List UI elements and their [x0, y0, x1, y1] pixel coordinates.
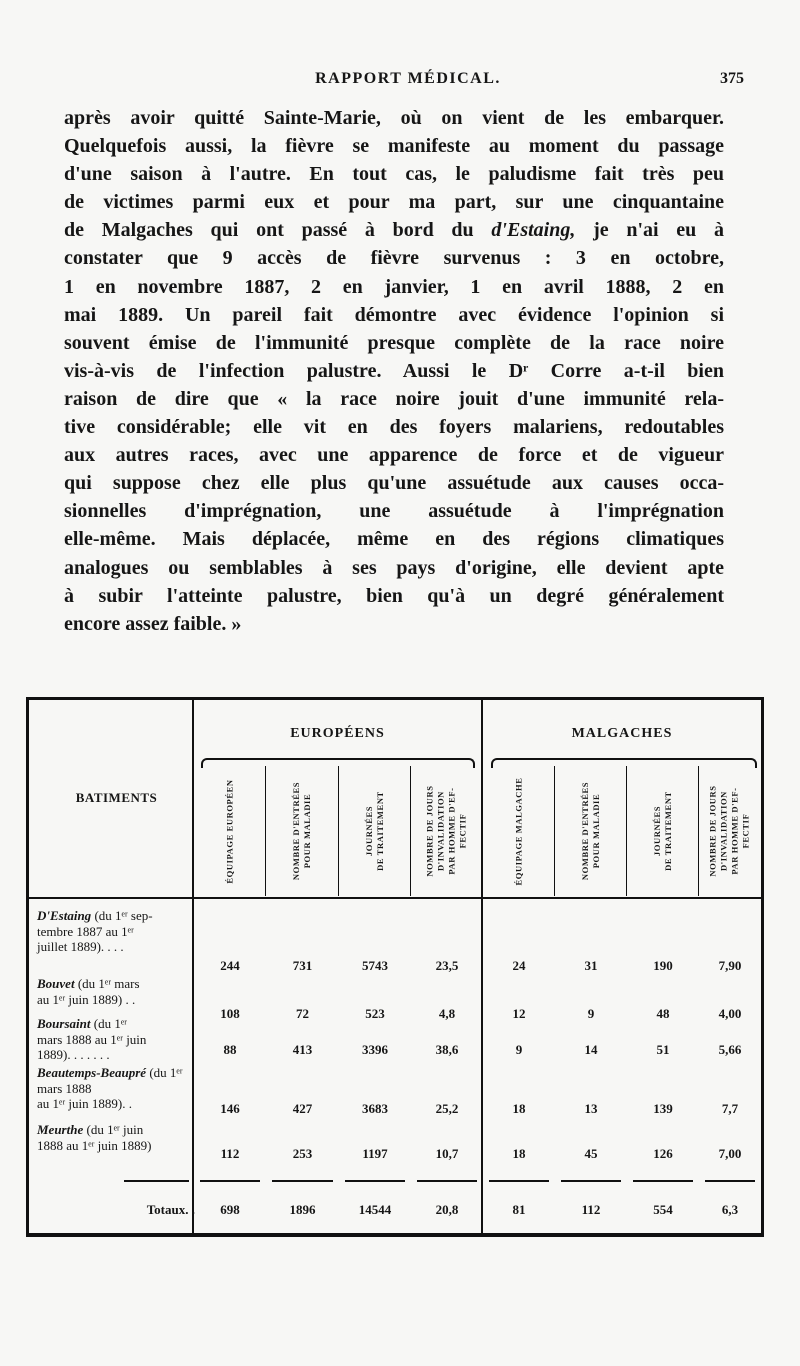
column-header-text: JOURNÉES DE TRAITEMENT: [652, 791, 673, 871]
text-line: à subir l'atteinte palustre, bien qu'à un degré généralement: [64, 584, 724, 607]
row-label-1: [37, 908, 195, 955]
table-cell: 38,6: [435, 1042, 459, 1057]
table-cell: 108: [220, 1006, 240, 1021]
text-line: vis-à-vis de l'infection palustre. Aussi le Dʳ Corre a-t-il bien: [64, 359, 724, 382]
column-rule: [338, 766, 339, 896]
table-cell: 523: [365, 1006, 385, 1021]
column-header-text: ÉQUIPAGE EUROPÉEN: [224, 778, 235, 884]
table-cell: 51: [656, 1042, 670, 1057]
period-text: tembre 1887 au 1ᵉʳ: [37, 923, 134, 939]
totals-cell: 20,8: [435, 1202, 459, 1217]
text-line: aux autres races, avec une apparence de force et de vigueur: [64, 444, 724, 467]
totals-cell: 14544: [358, 1202, 392, 1217]
totals-cell: 554: [653, 1202, 673, 1217]
running-header: [60, 64, 756, 94]
table-cell: 7,7: [721, 1101, 739, 1116]
table-cell: 10,7: [435, 1146, 459, 1161]
row-label-3: [37, 1016, 195, 1063]
table-cell: 7,90: [718, 958, 742, 973]
table-cell: 72: [296, 1006, 309, 1021]
ship-name: Beautemps-Beaupré: [37, 1065, 147, 1080]
column-header-text: NOMBRE D'ENTRÉES POUR MALADIE: [580, 781, 602, 881]
text-line: qui suppose chez elle plus qu'une assuétude aux causes occa-: [64, 472, 724, 495]
table-cell: 88: [223, 1042, 237, 1057]
text-line: après avoir quitté Sainte-Marie, où on vient de les embarquer.: [64, 107, 724, 129]
column-rule: [626, 766, 627, 896]
column-header: [699, 766, 761, 896]
group-header-europeens: EUROPÉENS: [290, 726, 385, 741]
row-header-batiments: BATIMENTS: [75, 790, 158, 805]
table-cell: 112: [220, 1146, 240, 1161]
period-text: mars 1888 au 1ᵉʳ juin: [37, 1031, 147, 1047]
text-line: d'une saison à l'autre. En tout cas, le paludisme fait très peu: [64, 163, 724, 186]
totals-rule: [561, 1180, 621, 1182]
table-cell: 146: [220, 1101, 240, 1116]
totals-rule: [417, 1180, 477, 1182]
table-cell: 244: [220, 958, 240, 973]
totals-cell: 81: [512, 1202, 526, 1217]
text-line: encore assez faible. »: [64, 612, 242, 635]
text-line: Quelquefois aussi, la fièvre se manifeste au moment du passage: [64, 135, 724, 158]
period-text: (du 1ᵉʳ mars 1888: [37, 1065, 183, 1096]
ship-name: Boursaint: [37, 1016, 91, 1031]
table-cell: 12: [512, 1006, 526, 1021]
period-text: au 1ᵉʳ juin 1889) . .: [37, 991, 136, 1007]
ship-name: Meurthe: [37, 1122, 84, 1137]
ship-name-italic: d'Estaing,: [491, 219, 576, 242]
column-header-text: ÉQUIPAGE MALGACHE: [513, 776, 524, 886]
totals-rule: [489, 1180, 549, 1182]
column-header: [555, 766, 627, 896]
totals-rule: [345, 1180, 405, 1182]
body-paragraph: [64, 104, 724, 638]
table-cell: 31: [584, 958, 598, 973]
ship-name: Bouvet: [37, 976, 75, 991]
table-cell: 190: [653, 958, 673, 973]
column-header-text: NOMBRE DE JOURS D'INVALIDATION PAR HOMME D'EF- FECTIF: [425, 785, 468, 877]
totals-rule: [705, 1180, 755, 1182]
period-text: juillet 1889). . . .: [37, 939, 124, 954]
text-line: raison de dire que « la race noire jouit d'une immunité rela-: [64, 387, 724, 410]
table-cell: 14: [584, 1042, 598, 1057]
column-header: [411, 766, 483, 896]
period-text: 1889). . . . . . .: [37, 1047, 110, 1062]
table-cell: 9: [515, 1042, 523, 1057]
column-header: [339, 766, 411, 896]
header-title: RAPPORT MÉDICAL.: [315, 70, 501, 87]
column-header: [194, 766, 266, 896]
totals-rule: [200, 1180, 260, 1182]
statistics-table: [26, 697, 764, 1237]
table-cell: 25,2: [435, 1101, 459, 1116]
table-cell: 18: [512, 1101, 526, 1116]
table-cell: 427: [292, 1101, 313, 1116]
text-line: mai 1889. Un pareil fait démontre avec évidence l'opinion si: [64, 303, 724, 326]
table-cell: 3396: [362, 1042, 388, 1057]
column-header: [483, 766, 555, 896]
text-line: constater que 9 accès de fièvre survenus : 3 en octobre,: [64, 247, 724, 270]
text-line: 1 en novembre 1887, 2 en janvier, 1 en avril 1888, 2 en: [64, 275, 724, 298]
table-cell: 9: [587, 1006, 595, 1021]
table-cell: 45: [584, 1146, 598, 1161]
text-line: elle-même. Mais déplacée, même en des régions climatiques: [64, 528, 724, 551]
header-bottom-rule: [29, 897, 761, 899]
table-cell: 18: [512, 1146, 526, 1161]
table-cell: 4,00: [718, 1006, 742, 1021]
table-cell: 3683: [362, 1101, 388, 1116]
totals-rule: [124, 1180, 189, 1182]
text-line: souvent émise de l'immunité presque complète de la race noire: [64, 331, 724, 354]
column-rule: [265, 766, 266, 896]
column-rule: [698, 766, 699, 896]
column-header: [266, 766, 339, 896]
table-cell: 253: [292, 1146, 313, 1161]
totals-rule: [272, 1180, 333, 1182]
column-rule: [410, 766, 411, 896]
period-text: 1888 au 1ᵉʳ juin 1889): [37, 1137, 152, 1153]
table-cell: 5,66: [718, 1042, 742, 1057]
table-cell: 24: [512, 958, 526, 973]
text-fragment: de Malgaches qui ont passé à bord du: [64, 219, 474, 242]
table-cell: 139: [653, 1101, 673, 1116]
totals-cell: 698: [220, 1202, 240, 1217]
row-label-2: [37, 976, 195, 1007]
column-header: [627, 766, 699, 896]
totals-rule: [633, 1180, 693, 1182]
table-cell: 126: [653, 1146, 673, 1161]
table-cell: 1197: [362, 1146, 388, 1161]
column-header-text: NOMBRE DE JOURS D'INVALIDATION PAR HOMME D'EF- FECTIF: [708, 785, 751, 877]
column-header-text: JOURNÉES DE TRAITEMENT: [364, 791, 385, 871]
totals-label: Totaux. .: [146, 1202, 195, 1217]
table-cell: 13: [584, 1101, 598, 1116]
table-cell: 7,00: [718, 1146, 742, 1161]
totals-cell: 6,3: [721, 1202, 739, 1217]
text-line: analogues ou semblables à ses pays d'origine, elle devient apte: [64, 556, 724, 579]
period-text: (du 1ᵉʳ sep-: [91, 908, 153, 923]
table-cell: 48: [656, 1006, 670, 1021]
ship-name: D'Estaing: [37, 908, 92, 923]
row-label-4: [37, 1065, 195, 1112]
text-fragment: je n'ai eu à: [593, 219, 724, 242]
text-line: tive considérable; elle vit en des foyers malariens, redoutables: [64, 416, 724, 439]
text-line: de victimes parmi eux et pour ma part, sur une cinquantaine: [64, 191, 724, 214]
totals-cell: 1896: [289, 1202, 316, 1217]
table-cell: 4,8: [438, 1006, 456, 1021]
column-header-text: NOMBRE D'ENTRÉES POUR MALADIE: [291, 781, 313, 881]
table-cell: 413: [292, 1042, 313, 1057]
text-line: sionnelles d'imprégnation, une assuétude à l'imprégnation: [64, 500, 724, 523]
period-text: (du 1ᵉʳ: [90, 1016, 127, 1031]
period-text: au 1ᵉʳ juin 1889). .: [37, 1096, 132, 1111]
column-rule: [554, 766, 555, 896]
table-cell: 5743: [362, 958, 388, 973]
period-text: (du 1ᵉʳ mars: [74, 976, 140, 991]
page-number: 375: [720, 70, 744, 87]
table-cell: 731: [292, 958, 313, 973]
text-line: [64, 216, 724, 244]
table-cell: 23,5: [435, 958, 459, 973]
group-header-malgaches: MALGACHES: [571, 726, 673, 741]
row-label-5: [37, 1122, 195, 1153]
totals-cell: 112: [581, 1202, 601, 1217]
period-text: (du 1ᵉʳ juin: [83, 1122, 144, 1137]
